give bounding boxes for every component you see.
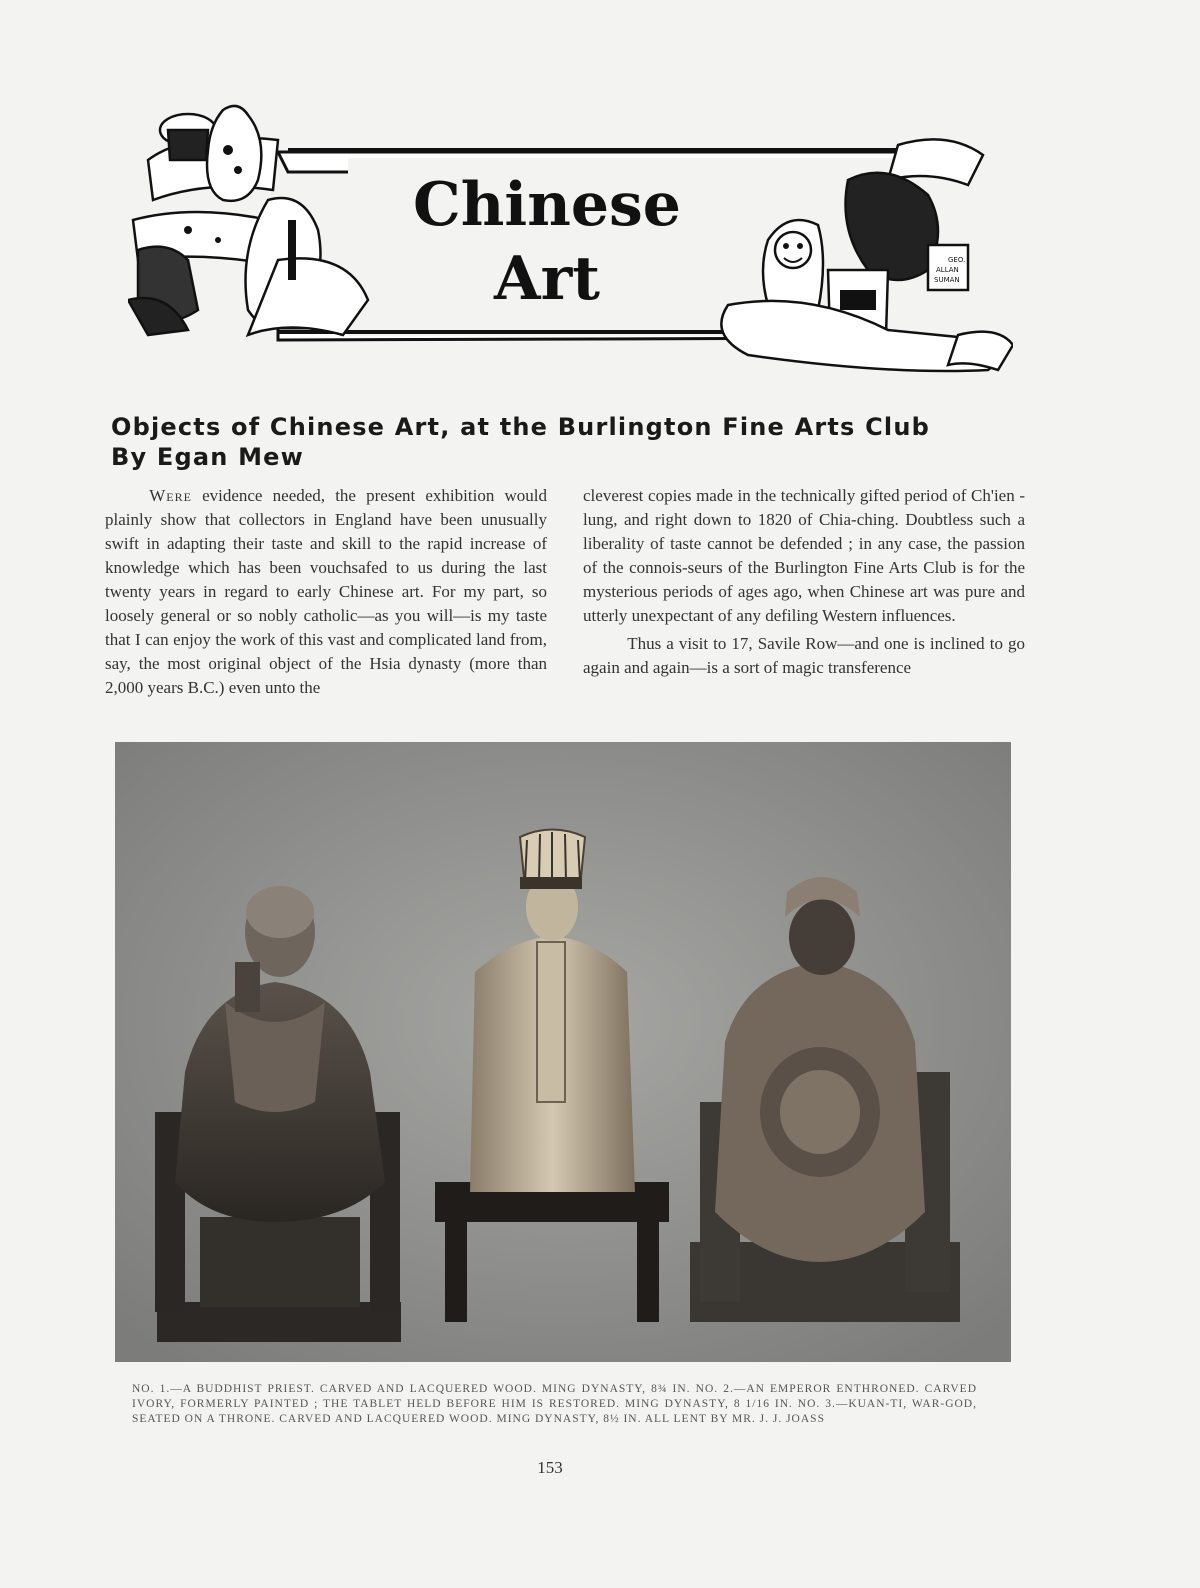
svg-text:GEO.: GEO. [948, 256, 966, 264]
article-headline: Objects of Chinese Art, at the Burlington Fine Arts Club [111, 413, 930, 441]
article-byline: By Egan Mew [111, 443, 305, 471]
page-number: 153 [537, 1458, 563, 1477]
paragraph [105, 484, 547, 700]
opening-word: Were [149, 486, 192, 505]
text-column-left [105, 484, 547, 700]
paragraph: Thus a visit to 17, Savile Row—and one is inclined to go again and again—is a sort of magic transference [583, 634, 1025, 677]
svg-text:SUMAN: SUMAN [934, 276, 960, 284]
banner-title-line1: Chinese [413, 170, 681, 240]
figure-caption: NO. 1.—A BUDDHIST PRIEST. CARVED AND LACQUERED WOOD. MING DYNASTY, 8¾ IN. NO. 2.—AN EMPEROR ENTHRONED. CARVED IVORY, FORMERLY PAINTED ; THE TABLET HELD BEFORE HIM IS RESTORED. MING DYNASTY, 8 1/16 IN. NO. 3.—KUAN-TI, WAR-GOD, SEATED ON A THRONE. CARVED AND LACQUERED WOOD. MING DYNASTY, 8½ IN. ALL LENT BY MR. J. J. JOASS [132, 1383, 977, 1425]
text-column-right [583, 484, 1025, 680]
header-banner-illustration [128, 100, 1013, 385]
banner-title-line2: Art [494, 244, 600, 314]
paragraph-text: evidence needed, the present exhibition would plainly show that collectors in England have been unusually swift in adapting their taste and skill to the rapid increase of knowledge which has been vouchsafed to us during the last twenty years in regard to early Chinese art. For my part, so loosely general or so nobly catholic—as you will—is my taste that I can enjoy the work of this vast and complicated land from, say, the most original object of the Hsia dynasty (more than 2,000 years B.C.) even unto the [105, 486, 547, 697]
photograph-three-figures [115, 742, 1011, 1362]
paragraph: cleverest copies made in the technically gifted period of Ch'ien - lung, and right down to 1820 of Chia-ching. Doubtless such a liberality of taste cannot be defended ; in any case, the passion of the connois-seurs of the Burlington Fine Arts Club is for the mysterious periods of ages ago, when Chinese art was pure and utterly unexpectant of any defiling Western influences. [583, 486, 1025, 625]
svg-text:ALLAN: ALLAN [936, 266, 959, 274]
